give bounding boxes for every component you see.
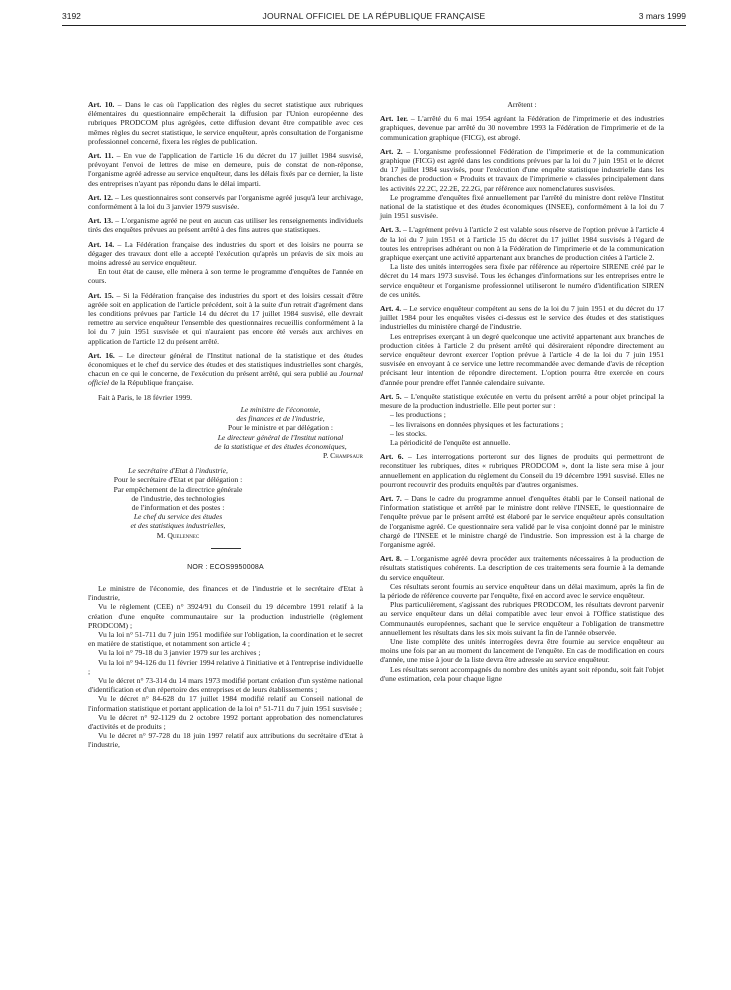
- article-3: Art. 3. – L'agrément prévu à l'article 2 est valable sous réserve de l'option prévue à l'article 4 de la loi du 7 juin 1951 et à l'article 15 du décret du 17 juillet 1984 susvisés à l'égard de toutes les entreprises adhérant ou non à la Fédération de l'imprimerie et de la communication graphique exerçant une activité appartenant aux branches de production citées à l'article 2.: [380, 225, 664, 263]
- article-14-paragraph-2: En tout état de cause, elle mènera à son terme le programme d'enquêtes de l'année en cours.: [88, 267, 363, 286]
- article-8-paragraph-2: Ces résultats seront fournis au service enquêteur dans un délai maximum, après la fin de la période de référence couverte par l'enquête, fixé en accord avec le service enquêteur.: [380, 581, 664, 600]
- signatory-name: P. Champsaur: [322, 450, 363, 460]
- article-4-paragraph-2: Les entreprises exerçant à un degré quelconque une activité appartenant aux branches de production citées à l'article 2 du présent arrêté qui désireraient répondre directement au service enquêteur devront exercer l'option prévue à l'article 4 de la loi du 7 juin 1951 susvisée en envoyant à ce service une lettre recommandée avec demande d'avis de réception précisant leur intention de répondre directement. L'option pourra être exercée en cours d'année pour prendre effet l'année calendaire suivante.: [380, 331, 664, 387]
- page-number: 3192: [62, 11, 81, 21]
- article-3-paragraph-2: La liste des unités interrogées sera fixée par référence au répertoire SIRENE créé par le décret du 14 mars 1973 susvisé. Tous les échanges d'informations sur les entreprises entre le service enquêteur et l'organisme professionnel utiliseront le numéro d'identification SIREN de ces unités.: [380, 262, 664, 299]
- right-column: [380, 100, 664, 683]
- visa-4: Vu la loi n° 94-126 du 11 février 1994 relative à l'initiative et à l'entreprise individuelle ;: [88, 657, 363, 676]
- signature-block-secretary: Le secrétaire d'Etat à l'industrie, Pour le secrétaire d'Etat et par délégation : Par empêchement de la directrice générale de l'industrie, des technologies de l'information et des postes : Le chef du service des études et des statistiques industrielles, M. Quelennec: [88, 466, 268, 540]
- article-2: Art. 2. – L'organisme professionnel Fédération de l'imprimerie et de la communication graphique (FICG) est agréé dans les conditions prévues par la loi du 7 juin 1951 et le décret du 17 juillet 1984 susvisés, pour l'exécution d'une enquête statistique industrielle dans les branches de production « Produits et travaux de l'imprimerie » classées principalement dans les activités 22.2C, 22.2E, 22.2G, par référence aux nomenclatures susvisées.: [380, 146, 664, 193]
- signatory-name: M. Quelennec: [156, 530, 200, 540]
- article-5-paragraph-2: La périodicité de l'enquête est annuelle.: [390, 437, 511, 447]
- list-item: – les livraisons en données physiques et les facturations ;: [390, 419, 564, 429]
- list-item: – les stocks.: [390, 428, 427, 438]
- article-8-paragraph-4: Une liste complète des unités interrogées devra être fournie au service enquêteur au moins une fois par an au moment du lancement de l'enquête. En cas de modification en cours d'année, une mise à jour de la liste devra être adressée au service enquêteur.: [380, 636, 664, 665]
- issue-date: 3 mars 1999: [638, 11, 686, 21]
- visa-2: Vu la loi n° 51-711 du 7 juin 1951 modifiée sur l'obligation, la coordination et le secret en matière de statistique, et notamment son article 4 ;: [88, 629, 363, 649]
- left-column: [88, 100, 363, 750]
- article-8: Art. 8. – L'organisme agréé devra procéder aux traitements nécessaires à la production de résultats statistiques cohérents. La description de ces traitements sera fournie à la demande du service enquêteur.: [380, 554, 664, 582]
- article-13: Art. 13. – L'organisme agréé ne peut en aucun cas utiliser les renseignements individuels tirés des enquêtes prévues au présent arrêté à des fins autres que statistiques.: [88, 216, 363, 235]
- article-16: Art. 16. – Le directeur général de l'Institut national de la statistique et des études économiques et le chef du service des études et des statistiques industrielles sont chargés, chacun en ce qui le concerne, de l'exécution du présent arrêté, qui sera publié au Journal officiel de la République française.: [88, 350, 363, 388]
- visa-1: Vu le règlement (CEE) n° 3924/91 du Conseil du 19 décembre 1991 relatif à la création d'une enquête communautaire sur la production industrielle (règlement PRODCOM) ;: [88, 602, 363, 630]
- visa-6: Vu le décret n° 84-628 du 17 juillet 1984 modifié relatif au Conseil national de l'information statistique et portant application de la loi n° 51-711 du 7 juin 1951 susvisée ;: [88, 694, 363, 713]
- nor-reference: NOR : ECOS9950008A: [187, 563, 264, 571]
- article-12: Art. 12. – Les questionnaires sont conservés par l'organisme agréé jusqu'à leur archivage, conformément à la loi du 3 janvier 1979 susvisée.: [88, 192, 363, 212]
- article-14: Art. 14. – La Fédération française des industries du sport et des loisirs ne pourra se dégager des travaux dont elle a accepté l'exécution qu'après un préavis de six mois au moins adressé au service enquêteur.: [88, 239, 363, 268]
- article-1: Art. 1er. – L'arrêté du 6 mai 1954 agréant la Fédération de l'imprimerie et des industries graphiques, devenue par arrêté du 30 novembre 1993 la Fédération de l'imprimerie et de la communication graphique (FICG), est abrogé.: [380, 114, 664, 142]
- page-header: [62, 9, 686, 26]
- visa-8: Vu le décret n° 97-728 du 18 juin 1997 relatif aux attributions du secrétaire d'Etat à l'industrie,: [88, 731, 363, 750]
- article-11: Art. 11. – En vue de l'application de l'article 16 du décret du 17 juillet 1984 susvisé, prévoyant l'envoi de lettres de mise en demeure, puis de constat de non-réponse, l'organisme agréé adresse au service enquêteur, dans les délais fixés par ce dernier, la liste des entreprises n'ayant pas répondu dans le délai imparti.: [88, 151, 363, 188]
- section-divider: [211, 548, 241, 549]
- article-8-paragraph-5: Les résultats seront accompagnés du nombre des unités ayant soit répondu, soit fait l'objet d'une estimation, cela pour chaque ligne: [380, 664, 664, 683]
- visa-5: Vu le décret n° 73-314 du 14 mars 1973 modifié portant création d'un système national d'identification et d'un répertoire des entreprises et de leurs établissements ;: [88, 675, 363, 695]
- article-8-paragraph-3: Plus particulièrement, s'agissant des rubriques PRODCOM, les résultats devront parvenir au service enquêteur dans un délai compatible avec leur envoi à l'Office statistique des Communautés européennes, sachant que le service enquêteur a l'obligation de transmettre annuellement les résultats dans les six mois suivant la fin de l'année observée.: [380, 600, 664, 637]
- article-6: Art. 6. – Les interrogations porteront sur des lignes de produits qui permettront de reconstituer les rubriques, dites « rubriques PRODCOM », dont la liste sera mise à jour annuellement en application du règlement du Conseil du 19 décembre 1991 susvisé. Elles ne pourront recouvrir des produits enquêtés par d'autres organismes.: [380, 452, 664, 489]
- article-15: Art. 15. – Si la Fédération française des industries du sport et des loisirs cessait d'être agréée soit en application de l'article précédent, soit à la suite d'un retrait d'agrément dans les conditions prévues par l'article 14 du décret du 17 juillet 1984 susvisé, elle devrait remettre au service enquêteur l'ensemble des questionnaires recueillis conformément à la loi du 7 juin 1951 susvisée et qui n'auraient pas encore été versés aux archives en application de l'article 12 du présent arrêté.: [88, 290, 363, 346]
- signature-place-date: Fait à Paris, le 18 février 1999.: [98, 392, 193, 402]
- article-5: Art. 5. – L'enquête statistique exécutée en vertu du présent arrêté a pour objet principal la mesure de la production industrielle. Elle peut porter sur :: [380, 391, 664, 411]
- preamble-intro: Le ministre de l'économie, des finances et de l'industrie et le secrétaire d'Etat à l'industrie,: [88, 583, 363, 603]
- article-4: Art. 4. – Le service enquêteur compétent au sens de la loi du 7 juin 1951 et du décret du 17 juillet 1984 pour les enquêtes visées ci-dessus est le service des études et des statistiques industrielles du ministère chargé de l'industrie.: [380, 304, 664, 332]
- list-item: – les productions ;: [390, 410, 446, 420]
- signature-block-minister: Le ministre de l'économie, des finances et de l'industrie, Pour le ministre et par délégation : Le directeur général de l'Institut national de la statistique et des études économiques, P. Champsaur: [198, 405, 363, 460]
- arretent-heading: Arrêtent :: [507, 100, 537, 109]
- article-7: Art. 7. – Dans le cadre du programme annuel d'enquêtes établi par le Conseil national de l'information statistique et arrêté par le ministre dont relève l'INSEE, le questionnaire de l'enquête prévue par le présent arrêté est élaboré par le service enquêteur après consultation de l'organisme agréé. Ce questionnaire sera validé par le visa conjoint donné par le ministre chargé de l'INSEE et le ministre chargé de l'industrie. Son impression est à la charge de l'organisme agréé.: [380, 493, 664, 549]
- journal-title: JOURNAL OFFICIEL DE LA RÉPUBLIQUE FRANÇAISE: [262, 11, 486, 21]
- article-2-paragraph-2: Le programme d'enquêtes fixé annuellement par l'arrêté du ministre dont relève l'Institut national de la statistique et des études économiques (INSEE), conformément à la loi du 7 juin 1951 susvisée.: [380, 192, 664, 221]
- article-10: Art. 10. – Dans le cas où l'application des règles du secret statistique aux rubriques élémentaires du questionnaire empêcherait la diffusion par l'Union européenne des rubriques PRODCOM plus agrégées, cette diffusion devant être compatible avec ces mêmes règles du secret statistique, le service enquêteur, après consultation de l'organisme professionnel concerné, fixera les règles de publication.: [88, 100, 363, 146]
- visa-7: Vu le décret n° 92-1129 du 2 octobre 1992 portant approbation des nomenclatures d'activités et de produits ;: [88, 712, 363, 731]
- visa-3: Vu la loi n° 79-18 du 3 janvier 1979 sur les archives ;: [98, 648, 261, 658]
